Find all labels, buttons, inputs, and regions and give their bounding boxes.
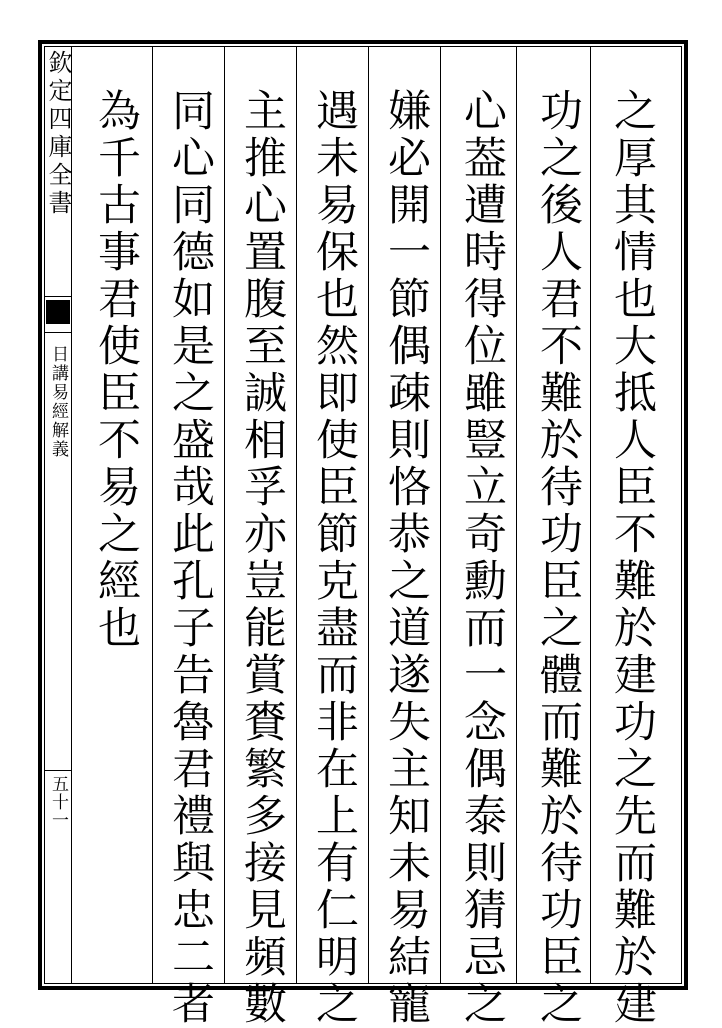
strip-rule — [44, 332, 72, 333]
page-number: 五十一 — [48, 775, 68, 829]
text-column-3: 心葢遭時得位雖豎立奇勳而一念偶泰則猜忌之 — [457, 88, 507, 1028]
text-column-1: 之厚其情也大抵人臣不難於建功之先而難於建 — [607, 88, 657, 1028]
strip-rule — [44, 770, 72, 771]
strip-rule — [44, 296, 72, 297]
fishtail-mark — [46, 300, 70, 324]
book-title: 欽定四庫全書 — [44, 50, 72, 218]
text-column-8: 為千古事君使臣不易之經也 — [91, 88, 141, 652]
text-column-2: 功之後人君不難於待功臣之體而難於待功臣之 — [533, 88, 583, 1028]
column-divider — [152, 46, 153, 984]
section-title: 日講易經解義 — [48, 345, 68, 459]
text-column-6: 主推心置腹至誠相孚亦豈能賞賚繁多接見頻數 — [237, 88, 287, 1028]
text-column-5: 遇未易保也然即使臣節克盡而非在上有仁明之 — [309, 88, 359, 1028]
text-column-4: 嫌必開一節偶疎則恪恭之道遂失主知未易結寵 — [381, 88, 431, 1028]
text-column-7: 同心同德如是之盛哉此孔子告魯君禮與忠二者 — [165, 88, 215, 1028]
